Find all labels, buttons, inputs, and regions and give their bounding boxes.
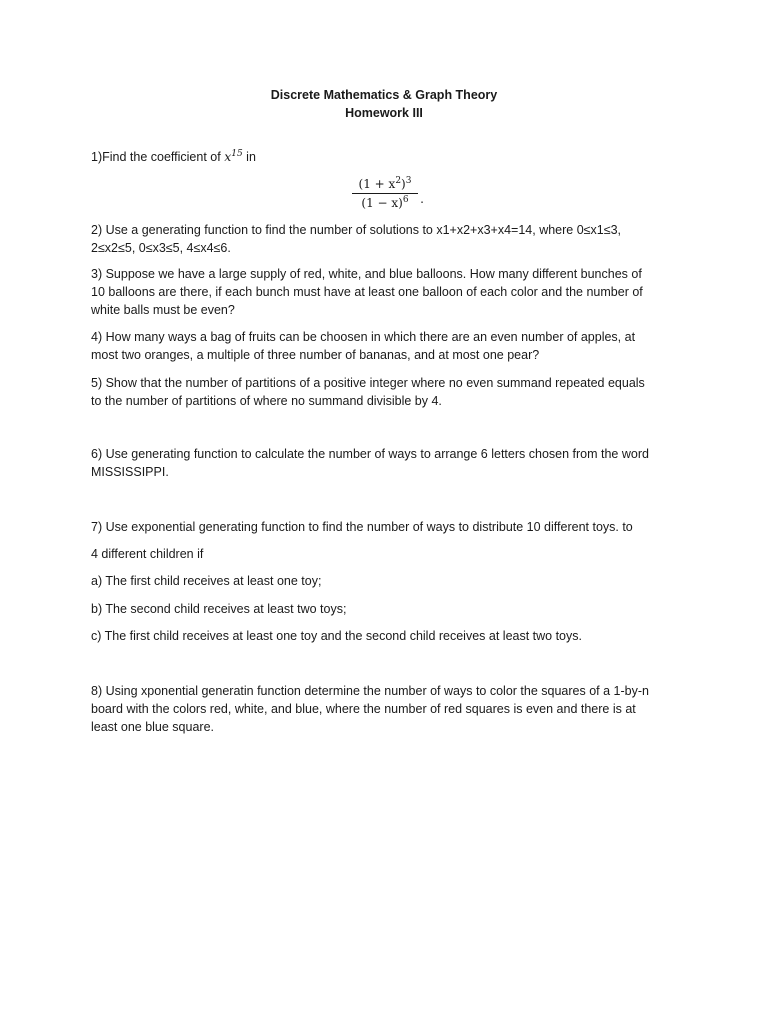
- question-6: 6) Use generating function to calculate the number of ways to arrange 6 letters chosen from the word MISSISSIPPI.: [91, 447, 649, 479]
- question-5: 5) Show that the number of partitions of a positive integer where no even summand repeated equals to the number of partitions of where no summand divisible by 4.: [91, 376, 645, 408]
- question-7-continued: 4 different children if: [91, 547, 204, 561]
- document-subtitle: Homework III: [345, 106, 423, 120]
- question-8: 8) Using xponential generatin function determine the number of ways to color the squares of a 1-by-n board with the colors red, white, and blue, where the number of red squares is even and there is at least one blue square.: [91, 684, 649, 734]
- question-1: [91, 148, 681, 166]
- question-7-part-b: b) The second child receives at least two toys;: [91, 602, 347, 616]
- question-3: 3) Suppose we have a large supply of red, white, and blue balloons. How many different bunches of 10 balloons are there, if each bunch must have at least one balloon of each color and the number of white balls must be even?: [91, 267, 643, 317]
- question-7-part-c: c) The first child receives at least one toy and the second child receives at least two toys.: [91, 629, 582, 643]
- q1-denominator: $(1 - x)^6$: [361, 195, 409, 210]
- q1-numerator: $(1 + x^2)^3$: [358, 176, 412, 191]
- q1-suffix: in: [242, 150, 256, 164]
- header: [0, 86, 768, 122]
- q1-variable: x: [224, 149, 232, 164]
- q1-trailing-period: .: [420, 192, 424, 206]
- question-7: 7) Use exponential generating function to find the number of ways to distribute 10 different toys. to: [91, 520, 633, 534]
- q1-exponent: 15: [231, 149, 243, 159]
- q1-prefix: 1)Find the coefficient of: [91, 150, 225, 164]
- q1-fraction: [352, 176, 424, 211]
- question-4: 4) How many ways a bag of fruits can be choosen in which there are an even number of apples, at most two oranges, a multiple of three number of bananas, and at most one pear?: [91, 330, 636, 362]
- question-2: 2) Use a generating function to find the number of solutions to x1+x2+x3+x4=14, where 0≤x1≤3, 2≤x2≤5, 0≤x3≤5, 4≤x4≤6.: [91, 223, 622, 255]
- document-title: Discrete Mathematics & Graph Theory: [270, 88, 498, 102]
- fraction-bar: [352, 193, 418, 194]
- question-7-part-a: a) The first child receives at least one toy;: [91, 574, 322, 588]
